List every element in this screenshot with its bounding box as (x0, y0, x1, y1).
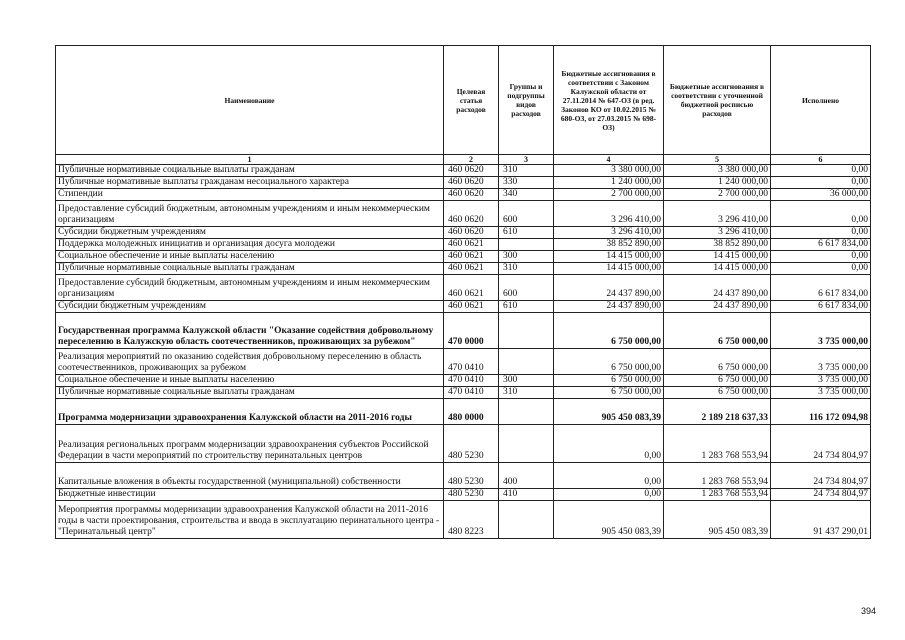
row-expense-group: 600 (499, 275, 554, 301)
row-expense-group: 310 (499, 165, 554, 177)
row-name: Публичные нормативные выплаты гражданам несоциального характера (56, 177, 444, 189)
row-name: Поддержка молодежных инициатив и организация досуга молодежи (56, 239, 444, 251)
row-law-allocation: 6 750 000,00 (554, 375, 664, 387)
row-refined-allocation: 6 750 000,00 (664, 349, 771, 375)
header-target-article: Целевая статья расходов (444, 46, 499, 155)
row-refined-allocation: 2 189 218 637,33 (664, 399, 771, 425)
row-target-article: 460 0620 (444, 189, 499, 201)
row-expense-group: 300 (499, 375, 554, 387)
row-target-article: 460 0621 (444, 251, 499, 263)
row-target-article: 460 0621 (444, 301, 499, 313)
budget-table (55, 45, 871, 539)
table-row (56, 301, 871, 313)
row-executed: 24 734 804,97 (771, 425, 871, 463)
row-law-allocation: 24 437 890,00 (554, 275, 664, 301)
row-expense-group (499, 425, 554, 463)
row-expense-group: 400 (499, 463, 554, 489)
row-refined-allocation: 14 415 000,00 (664, 263, 771, 275)
row-executed: 0,00 (771, 177, 871, 189)
row-executed: 116 172 094,98 (771, 399, 871, 425)
row-name: Предоставление субсидий бюджетным, автономным учреждениям и иным некоммерческим организациям (56, 275, 444, 301)
row-refined-allocation: 6 750 000,00 (664, 387, 771, 399)
row-expense-group (499, 501, 554, 539)
row-executed: 6 617 834,00 (771, 275, 871, 301)
row-expense-group: 300 (499, 251, 554, 263)
row-refined-allocation: 14 415 000,00 (664, 251, 771, 263)
row-executed: 3 735 000,00 (771, 349, 871, 375)
row-executed: 3 735 000,00 (771, 375, 871, 387)
table-row (56, 501, 871, 539)
row-expense-group (499, 239, 554, 251)
row-executed: 91 437 290,01 (771, 501, 871, 539)
row-refined-allocation: 2 700 000,00 (664, 189, 771, 201)
row-refined-allocation: 38 852 890,00 (664, 239, 771, 251)
column-number: 5 (664, 155, 771, 165)
column-number: 6 (771, 155, 871, 165)
row-target-article: 460 0620 (444, 177, 499, 189)
row-refined-allocation: 6 750 000,00 (664, 313, 771, 349)
row-executed: 36 000,00 (771, 189, 871, 201)
table-row (56, 177, 871, 189)
row-law-allocation: 1 240 000,00 (554, 177, 664, 189)
table-row (56, 189, 871, 201)
row-expense-group (499, 349, 554, 375)
table-row (56, 275, 871, 301)
row-executed: 6 617 834,00 (771, 239, 871, 251)
row-name: Мероприятия программы модернизации здравоохранения Калужской области на 2011-2016 годы в части проектирования, строительства и ввода в эксплуатацию перинатального центра - "Перинатальный центр" (56, 501, 444, 539)
row-refined-allocation: 6 750 000,00 (664, 375, 771, 387)
page-number: 394 (861, 606, 877, 616)
table-row (56, 313, 871, 349)
row-refined-allocation: 3 296 410,00 (664, 201, 771, 227)
row-expense-group: 310 (499, 387, 554, 399)
table-row (56, 387, 871, 399)
column-number: 2 (444, 155, 499, 165)
row-law-allocation: 6 750 000,00 (554, 349, 664, 375)
table-row (56, 375, 871, 387)
table-row (56, 425, 871, 463)
row-law-allocation: 6 750 000,00 (554, 387, 664, 399)
row-expense-group: 610 (499, 227, 554, 239)
column-number: 3 (499, 155, 554, 165)
row-name: Социальное обеспечение и иные выплаты населению (56, 375, 444, 387)
table-row (56, 349, 871, 375)
row-refined-allocation: 24 437 890,00 (664, 301, 771, 313)
row-target-article: 470 0410 (444, 349, 499, 375)
row-expense-group: 310 (499, 263, 554, 275)
row-expense-group: 600 (499, 201, 554, 227)
row-name: Публичные нормативные социальные выплаты гражданам (56, 165, 444, 177)
row-executed: 0,00 (771, 165, 871, 177)
row-executed: 3 735 000,00 (771, 313, 871, 349)
row-refined-allocation: 1 283 768 553,94 (664, 425, 771, 463)
row-law-allocation: 0,00 (554, 425, 664, 463)
row-expense-group (499, 399, 554, 425)
column-number: 4 (554, 155, 664, 165)
column-number: 1 (56, 155, 444, 165)
row-law-allocation: 0,00 (554, 489, 664, 501)
row-target-article: 470 0410 (444, 375, 499, 387)
row-target-article: 480 5230 (444, 489, 499, 501)
row-refined-allocation: 1 240 000,00 (664, 177, 771, 189)
row-name: Предоставление субсидий бюджетным, автономным учреждениям и иным некоммерческим организациям (56, 201, 444, 227)
row-name: Субсидии бюджетным учреждениям (56, 227, 444, 239)
row-refined-allocation: 3 380 000,00 (664, 165, 771, 177)
row-target-article: 460 0621 (444, 239, 499, 251)
row-law-allocation: 0,00 (554, 463, 664, 489)
header-row (56, 46, 871, 155)
row-target-article: 480 0000 (444, 399, 499, 425)
row-law-allocation: 14 415 000,00 (554, 251, 664, 263)
row-executed: 24 734 804,97 (771, 463, 871, 489)
row-refined-allocation: 1 283 768 553,94 (664, 463, 771, 489)
row-law-allocation: 14 415 000,00 (554, 263, 664, 275)
table-row (56, 399, 871, 425)
row-expense-group: 410 (499, 489, 554, 501)
row-expense-group: 330 (499, 177, 554, 189)
row-law-allocation: 905 450 083,39 (554, 501, 664, 539)
row-name: Субсидии бюджетным учреждениям (56, 301, 444, 313)
row-name: Публичные нормативные социальные выплаты гражданам (56, 387, 444, 399)
row-executed: 0,00 (771, 251, 871, 263)
table-row (56, 251, 871, 263)
header-name: Наименование (56, 46, 444, 155)
table-row (56, 227, 871, 239)
row-target-article: 480 8223 (444, 501, 499, 539)
header-refined-allocations: Бюджетные ассигнования в соответствии с уточненной бюджетной росписью расходов (664, 46, 771, 155)
row-target-article: 470 0410 (444, 387, 499, 399)
table-row (56, 489, 871, 501)
row-expense-group: 340 (499, 189, 554, 201)
table-row (56, 263, 871, 275)
row-target-article: 480 5230 (444, 463, 499, 489)
row-law-allocation: 3 296 410,00 (554, 227, 664, 239)
row-law-allocation: 2 700 000,00 (554, 189, 664, 201)
row-name: Реализация мероприятий по оказанию содействия добровольному переселению в область соотечественников, проживающих за рубежом (56, 349, 444, 375)
row-name: Бюджетные инвестиции (56, 489, 444, 501)
row-refined-allocation: 24 437 890,00 (664, 275, 771, 301)
row-executed: 0,00 (771, 263, 871, 275)
row-expense-group (499, 313, 554, 349)
row-executed: 0,00 (771, 201, 871, 227)
row-target-article: 460 0620 (444, 165, 499, 177)
row-target-article: 460 0620 (444, 201, 499, 227)
table-row (56, 165, 871, 177)
row-executed: 0,00 (771, 227, 871, 239)
row-target-article: 460 0621 (444, 263, 499, 275)
header-law-allocations: Бюджетные ассигнования в соответствии с Законом Калужской области от 27.11.2014 № 647-ОЗ (в ред. Законов КО от 10.02.2015 № 680-ОЗ, от 27.03.2015 № 698-ОЗ) (554, 46, 664, 155)
table-row (56, 239, 871, 251)
row-name: Социальное обеспечение и иные выплаты населению (56, 251, 444, 263)
row-executed: 6 617 834,00 (771, 301, 871, 313)
table-row (56, 463, 871, 489)
row-target-article: 480 5230 (444, 425, 499, 463)
row-executed: 24 734 804,97 (771, 489, 871, 501)
row-refined-allocation: 905 450 083,39 (664, 501, 771, 539)
row-law-allocation: 38 852 890,00 (554, 239, 664, 251)
row-name: Государственная программа Калужской области "Оказание содействия добровольному переселению в Калужскую область соотечественников, проживающих за рубежом" (56, 313, 444, 349)
header-expense-groups: Группы и подгруппы видов расходов (499, 46, 554, 155)
row-name: Стипендии (56, 189, 444, 201)
row-name: Публичные нормативные социальные выплаты гражданам (56, 263, 444, 275)
row-name: Программа модернизации здравоохранения Калужской области на 2011-2016 годы (56, 399, 444, 425)
row-refined-allocation: 1 283 768 553,94 (664, 489, 771, 501)
table-row (56, 201, 871, 227)
row-name: Капитальные вложения в объекты государственной (муниципальной) собственности (56, 463, 444, 489)
row-law-allocation: 24 437 890,00 (554, 301, 664, 313)
row-target-article: 460 0620 (444, 227, 499, 239)
row-law-allocation: 6 750 000,00 (554, 313, 664, 349)
row-target-article: 460 0621 (444, 275, 499, 301)
column-number-row (56, 155, 871, 165)
row-target-article: 470 0000 (444, 313, 499, 349)
row-name: Реализация региональных программ модернизации здравоохранения субъектов Российской Федерации в части мероприятий по строительству перинатальных центров (56, 425, 444, 463)
header-executed: Исполнено (771, 46, 871, 155)
row-law-allocation: 3 296 410,00 (554, 201, 664, 227)
row-expense-group: 610 (499, 301, 554, 313)
row-law-allocation: 3 380 000,00 (554, 165, 664, 177)
row-refined-allocation: 3 296 410,00 (664, 227, 771, 239)
row-executed: 3 735 000,00 (771, 387, 871, 399)
row-law-allocation: 905 450 083,39 (554, 399, 664, 425)
